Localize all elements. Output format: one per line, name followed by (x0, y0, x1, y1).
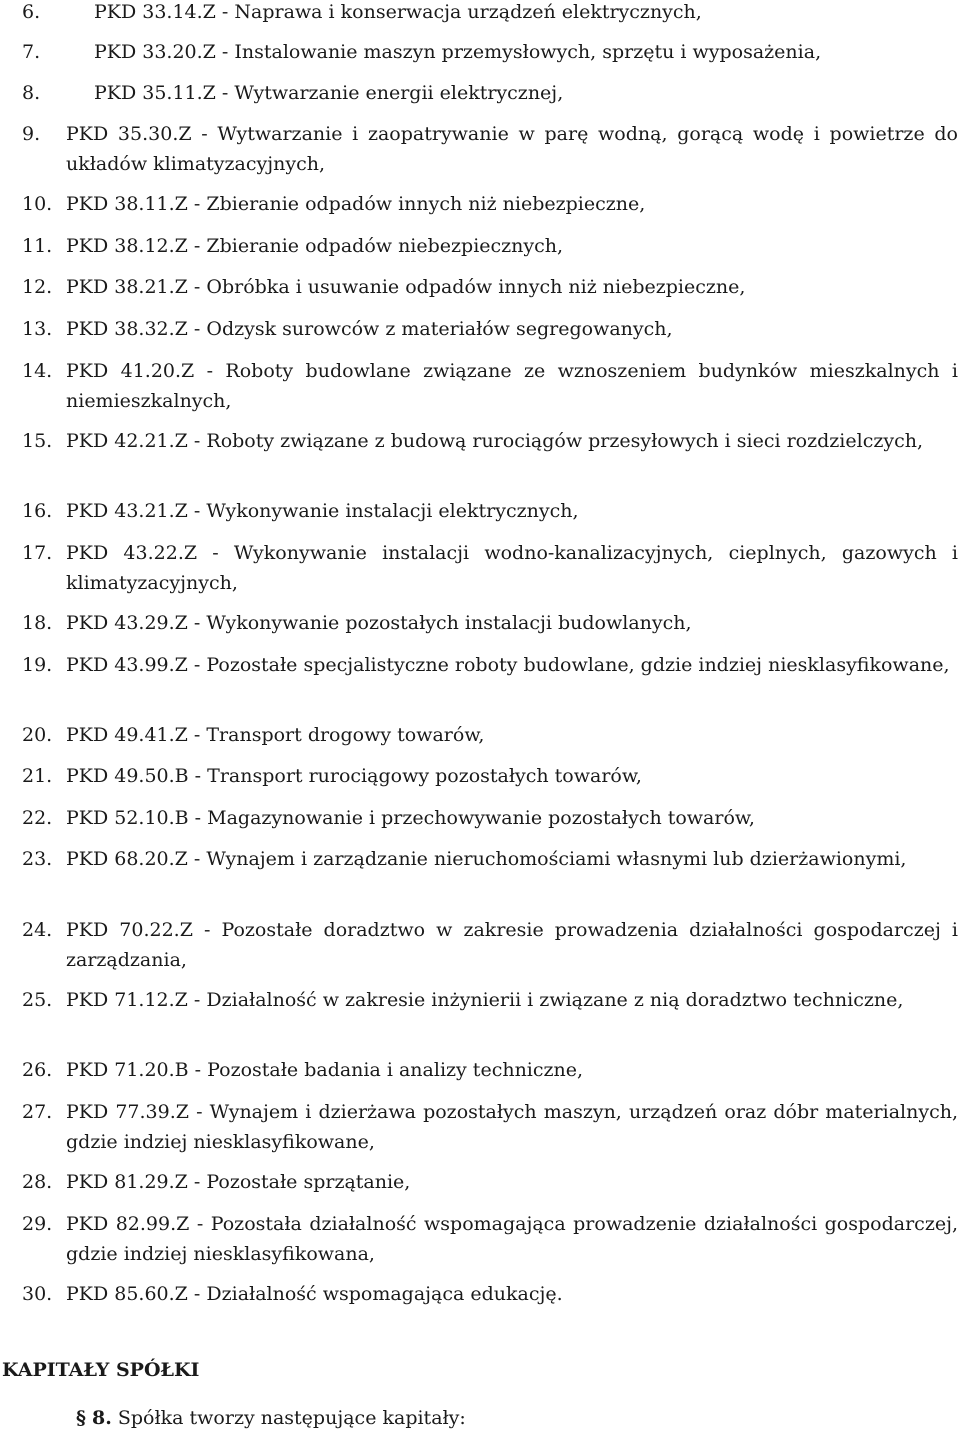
item-number: 30. (22, 1283, 53, 1305)
list-item (0, 272, 958, 302)
list-item (0, 803, 958, 833)
item-text: PKD 41.20.Z - Roboty budowlane związane ze wznoszeniem budynków mieszkalnych i niemieszkalnych, (66, 360, 958, 412)
item-number: 24. (22, 919, 53, 941)
list-item (0, 985, 958, 1015)
list-item (0, 1279, 958, 1309)
item-number: 27. (22, 1101, 53, 1123)
item-number: 8. (22, 82, 41, 104)
list-item (0, 1167, 958, 1197)
item-number: 15. (22, 430, 53, 452)
paragraph-symbol: § (76, 1407, 86, 1429)
item-text: PKD 49.41.Z - Transport drogowy towarów, (66, 724, 485, 746)
item-text: PKD 35.11.Z - Wytwarzanie energii elektrycznej, (94, 82, 564, 104)
item-text: PKD 52.10.B - Magazynowanie i przechowywanie pozostałych towarów, (66, 807, 755, 829)
item-text: PKD 33.20.Z - Instalowanie maszyn przemysłowych, sprzętu i wyposażenia, (94, 41, 822, 63)
item-text: PKD 49.50.B - Transport rurociągowy pozostałych towarów, (66, 765, 642, 787)
item-number: 19. (22, 654, 53, 676)
list-item (0, 37, 958, 67)
item-text: PKD 81.29.Z - Pozostałe sprzątanie, (66, 1171, 411, 1193)
item-text: PKD 43.21.Z - Wykonywanie instalacji elektrycznych, (66, 500, 579, 522)
item-number: 28. (22, 1171, 53, 1193)
item-text: PKD 38.21.Z - Obróbka i usuwanie odpadów innych niż niebezpieczne, (66, 276, 746, 298)
item-text: PKD 33.14.Z - Naprawa i konserwacja urządzeń elektrycznych, (94, 1, 702, 23)
list-item (0, 426, 958, 456)
list-item (0, 1055, 958, 1085)
list-item (0, 761, 958, 791)
paragraph-text: Spółka tworzy następujące kapitały: (117, 1407, 466, 1429)
item-number: 17. (22, 542, 53, 564)
item-number: 20. (22, 724, 53, 746)
list-item (0, 844, 958, 874)
item-number: 13. (22, 318, 53, 340)
list-item (0, 231, 958, 261)
item-text: PKD 71.20.B - Pozostałe badania i analizy techniczne, (66, 1059, 584, 1081)
paragraph-line (76, 1403, 466, 1433)
item-text: PKD 35.30.Z - Wytwarzanie i zaopatrywanie w parę wodną, gorącą wodę i powietrze do układów klimatyzacyjnych, (66, 123, 958, 175)
list-item (0, 314, 958, 344)
item-number: 16. (22, 500, 53, 522)
list-item (0, 915, 958, 975)
paragraph-number: 8. (91, 1407, 112, 1429)
list-item (0, 189, 958, 219)
item-number: 9. (22, 123, 41, 145)
item-number: 6. (22, 1, 41, 23)
item-text: PKD 82.99.Z - Pozostała działalność wspomagająca prowadzenie działalności gospodarczej, gdzie indziej niesklasyfikowana, (66, 1213, 958, 1265)
item-text: PKD 38.32.Z - Odzysk surowców z materiałów segregowanych, (66, 318, 673, 340)
item-number: 26. (22, 1059, 53, 1081)
item-number: 22. (22, 807, 53, 829)
list-item (0, 1209, 958, 1269)
list-item (0, 650, 958, 680)
item-text: PKD 38.12.Z - Zbieranie odpadów niebezpiecznych, (66, 235, 564, 257)
item-number: 29. (22, 1213, 53, 1235)
item-number: 25. (22, 989, 53, 1011)
list-item (0, 608, 958, 638)
list-item (0, 720, 958, 750)
list-item (0, 538, 958, 598)
list-item (0, 496, 958, 526)
item-text: PKD 85.60.Z - Działalność wspomagająca edukację. (66, 1283, 563, 1305)
item-number: 12. (22, 276, 53, 298)
item-number: 21. (22, 765, 53, 787)
list-item (0, 356, 958, 416)
item-text: PKD 38.11.Z - Zbieranie odpadów innych niż niebezpieczne, (66, 193, 646, 215)
item-number: 7. (22, 41, 41, 63)
item-text: PKD 77.39.Z - Wynajem i dzierżawa pozostałych maszyn, urządzeń oraz dóbr materialnych, gdzie indziej niesklasyfikowane, (66, 1101, 958, 1153)
item-number: 18. (22, 612, 53, 634)
item-text: PKD 71.12.Z - Działalność w zakresie inżynierii i związane z nią doradztwo techniczne, (66, 989, 904, 1011)
list-item (0, 119, 958, 179)
item-text: PKD 43.22.Z - Wykonywanie instalacji wodno-kanalizacyjnych, cieplnych, gazowych i klimatyzacyjnych, (66, 542, 958, 594)
item-text: PKD 43.29.Z - Wykonywanie pozostałych instalacji budowlanych, (66, 612, 692, 634)
item-number: 23. (22, 848, 53, 870)
list-item (0, 78, 958, 108)
section-heading: KAPITAŁY SPÓŁKI (2, 1359, 200, 1381)
item-number: 14. (22, 360, 53, 382)
list-item (0, 0, 958, 27)
list-item (0, 1097, 958, 1157)
item-text: PKD 43.99.Z - Pozostałe specjalistyczne roboty budowlane, gdzie indziej niesklasyfikowane, (66, 654, 950, 676)
item-text: PKD 68.20.Z - Wynajem i zarządzanie nieruchomościami własnymi lub dzierżawionymi, (66, 848, 907, 870)
item-number: 11. (22, 235, 53, 257)
item-text: PKD 42.21.Z - Roboty związane z budową rurociągów przesyłowych i sieci rozdzielczych, (66, 430, 923, 452)
item-number: 10. (22, 193, 53, 215)
item-text: PKD 70.22.Z - Pozostałe doradztwo w zakresie prowadzenia działalności gospodarczej i zarządzania, (66, 919, 958, 971)
